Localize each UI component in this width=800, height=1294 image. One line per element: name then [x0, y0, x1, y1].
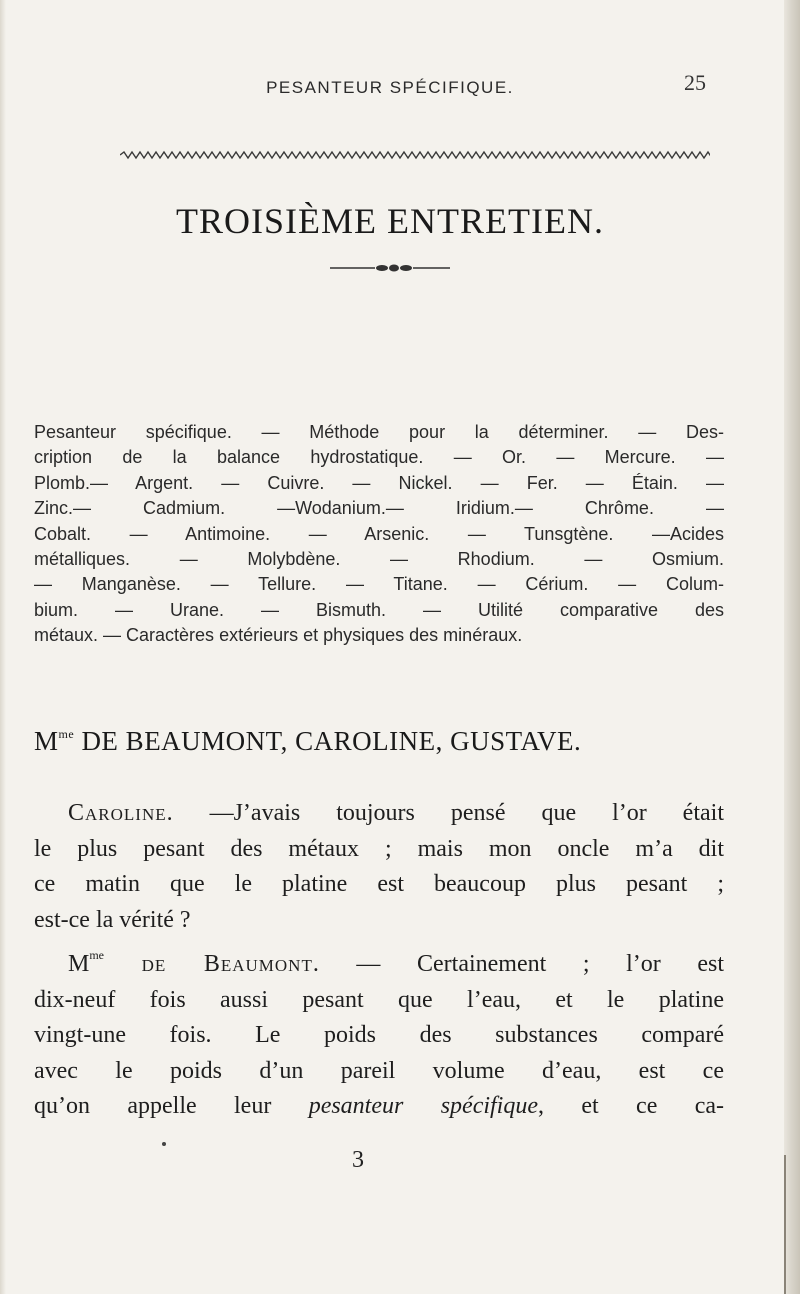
- dialogue-text-run: —J’avais toujours pensé que l’or était: [173, 800, 724, 826]
- dialogue-text: [34, 796, 724, 1125]
- decorative-rule: [120, 150, 710, 160]
- dialogue-line: ce matin que le platine est beaucoup plus pesant ;: [34, 871, 724, 897]
- summary-line: métalliques. — Molybdène. — Rhodium. — Osmium.: [34, 549, 724, 570]
- summary-line: bium. — Urane. — Bismuth. — Utilité comparative des: [34, 599, 724, 620]
- ink-speck: [162, 1142, 166, 1146]
- dialogue-line: avec le poids d’un pareil volume d’eau, est ce: [34, 1057, 724, 1084]
- speaker-mme: M: [68, 951, 90, 977]
- dialogue-text-run: — Certainement ; l’or est: [319, 951, 724, 977]
- speakers-names: DE BEAUMONT, CAROLINE, GUSTAVE.: [74, 726, 582, 756]
- speaker-caroline: Caroline.: [68, 800, 174, 826]
- chapter-summary: [34, 420, 724, 649]
- dialogue-text-run: , et ce ca-: [538, 1093, 724, 1119]
- summary-line: Cobalt. — Antimoine. — Arsenic. — Tunsgtène. —Acides: [34, 523, 724, 544]
- summary-line: Plomb.— Argent. — Cuivre. — Nickel. — Fer. — Étain. —: [34, 472, 724, 493]
- dialogue-text-run: qu’on appelle leur: [34, 1093, 309, 1119]
- page-number: 25: [684, 70, 706, 95]
- summary-line: Zinc.— Cadmium. —Wodanium.— Iridium.— Chrôme. —: [34, 498, 724, 519]
- emphasized-term: pesanteur spécifique: [308, 1093, 538, 1119]
- chapter-title: TROISIÈME ENTRETIEN.: [176, 201, 604, 241]
- summary-line: cription de la balance hydrostatique. — Or. — Mercure. —: [34, 447, 724, 468]
- summary-line: Pesanteur spécifique. — Méthode pour la déterminer. — Des-: [34, 422, 724, 442]
- summary-line: — Manganèse. — Tellure. — Titane. — Cérium. — Colum-: [34, 574, 724, 595]
- speaker-beaumont: de Beaumont.: [104, 951, 320, 977]
- binding-shadow: [784, 1155, 786, 1294]
- signature-mark: 3: [352, 1147, 364, 1173]
- dialogue-line: est-ce la vérité ?: [34, 906, 191, 933]
- page-binding-edge: [784, 0, 800, 1294]
- fleuron-ornament: [320, 262, 460, 274]
- page-left-edge: [0, 0, 6, 1294]
- speaker-mme-superscript: me: [89, 948, 105, 962]
- dialogue-line: [34, 938, 724, 983]
- summary-line: métaux. — Caractères extérieurs et physiques des minéraux.: [34, 625, 523, 646]
- speakers-heading: [34, 726, 734, 757]
- dialogue-line: [34, 796, 724, 832]
- dialogue-line: dix-neuf fois aussi pesant que l’eau, et le platine: [34, 986, 724, 1013]
- dialogue-line: vingt-une fois. Le poids des substances comparé: [34, 1022, 724, 1048]
- running-head: PESANTEUR SPÉCIFIQUE.: [266, 78, 514, 97]
- speaker-title-superscript: me: [58, 727, 75, 741]
- dialogue-line: [34, 1089, 724, 1125]
- speaker-title: M: [34, 726, 59, 756]
- dialogue-line: le plus pesant des métaux ; mais mon oncle m’a dit: [34, 835, 724, 862]
